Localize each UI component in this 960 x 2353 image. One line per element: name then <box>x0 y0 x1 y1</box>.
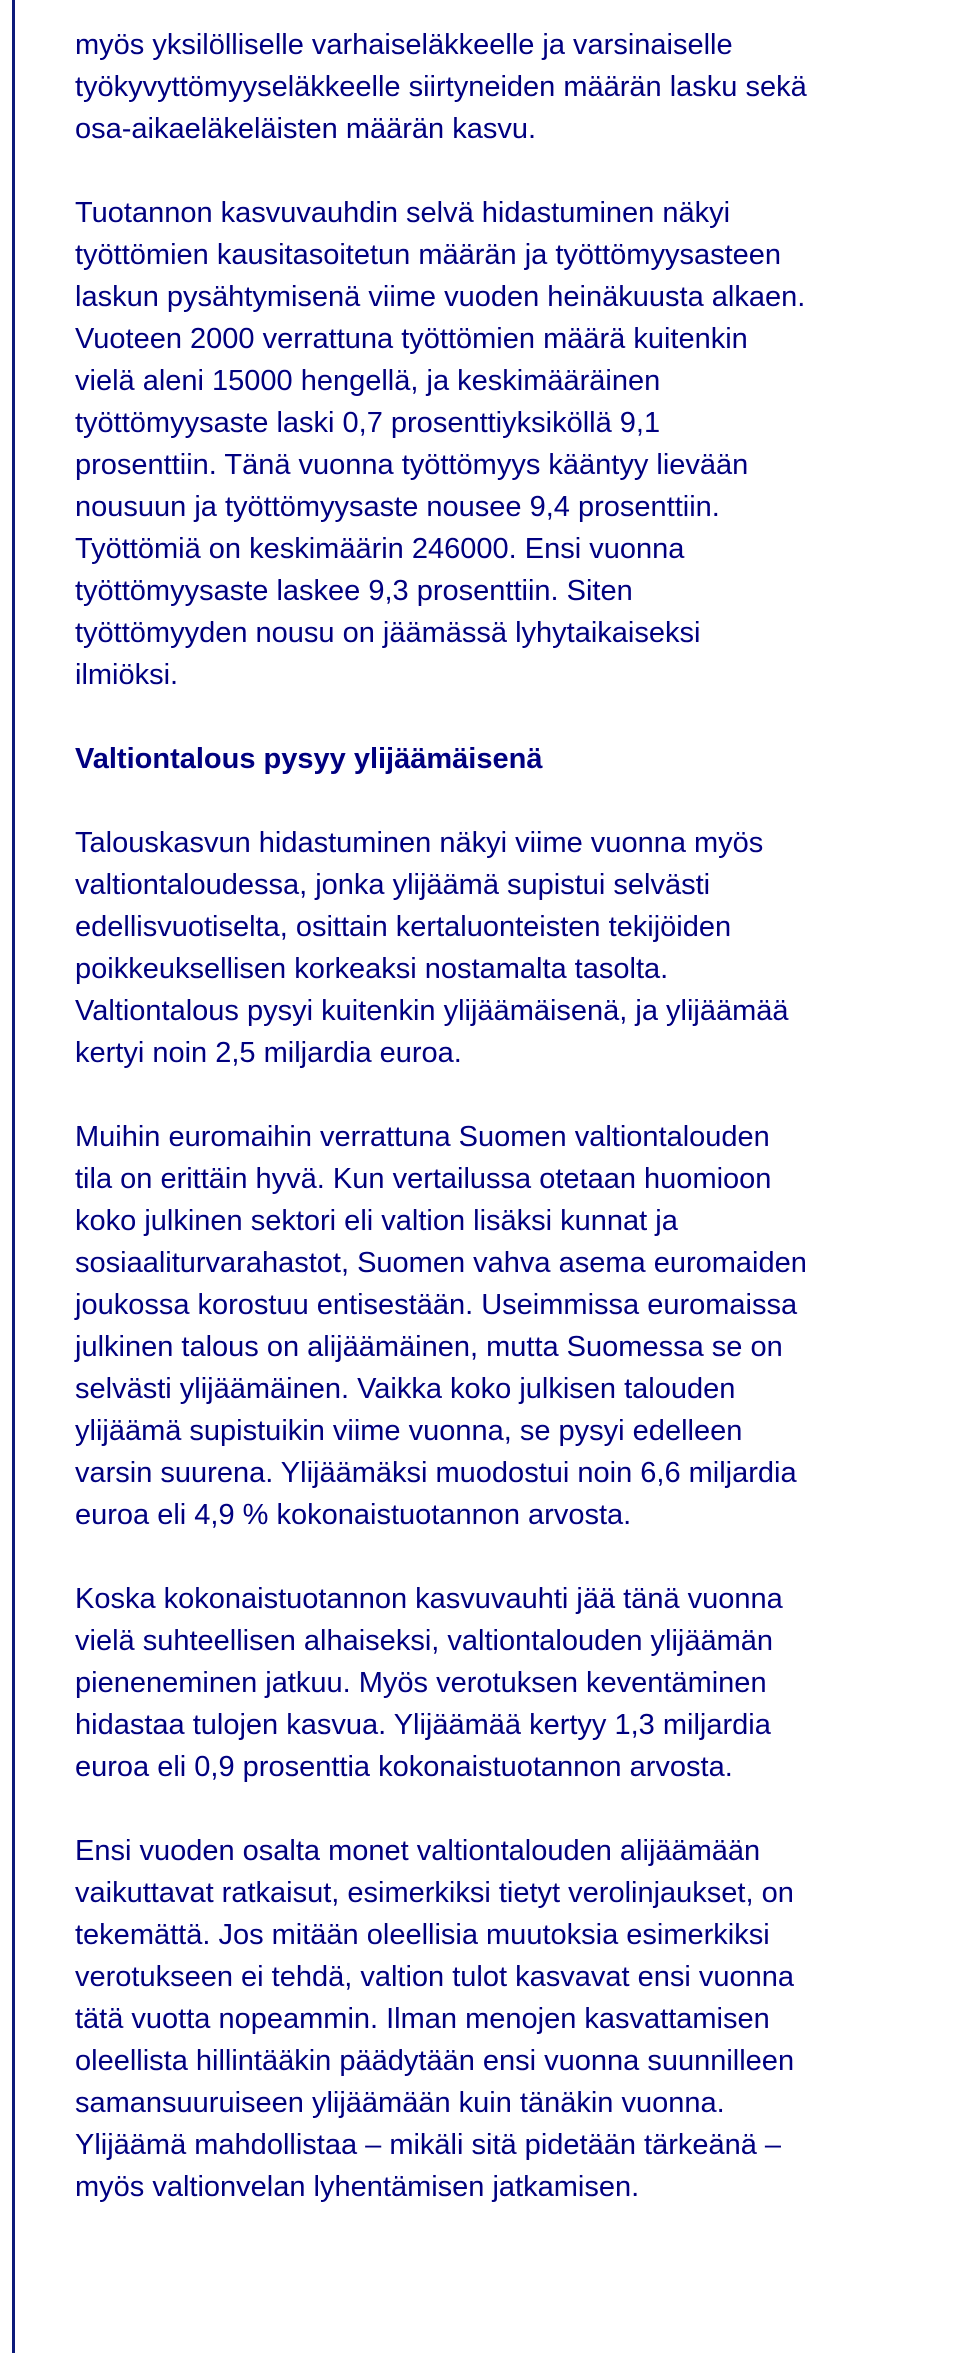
paragraph-unemployment: Tuotannon kasvuvauhdin selvä hidastuminen näkyi työttömien kausitasoitetun määrän ja työttömyysasteen laskun pysähtymisenä viime vuoden heinäkuusta alkaen. Vuoteen 2000 verrattuna työttömien määrä kuitenkin vielä aleni 15000 hengellä, ja keskimääräinen työttömyysaste laski 0,7 prosenttiyksiköllä 9,1 prosenttiin. Tänä vuonna työttömyys kääntyy lievään nousuun ja työttömyysaste nousee 9,4 prosenttiin. Työttömiä on keskimäärin 246000. Ensi vuonna työttömyysaste laskee 9,3 prosenttiin. Siten työttömyyden nousu on jäämässä lyhytaikaiseksi ilmiöksi. <box>75 197 806 691</box>
paragraph-next-year-outlook: Ensi vuoden osalta monet valtiontalouden alijäämään vaikuttavat ratkaisut, esimerkiksi tietyt verolinjaukset, on tekemättä. Jos mitään oleellisia muutoksia esimerkiksi verotukseen ei tehdä, valtion tulot kasvavat ensi vuonna tätä vuotta nopeammin. Ilman menojen kasvattamisen oleellista hillintääkin päädytään ensi vuonna suunnilleen samansuuruiseen ylijäämään kuin tänäkin vuonna. Ylijäämä mahdollistaa – mikäli sitä pidetään tärkeänä – myös valtionvelan lyhentämisen jatkamisen. <box>75 1835 795 2203</box>
document-body <box>75 24 955 2208</box>
paragraph-euro-comparison: Muihin euromaihin verrattuna Suomen valtiontalouden tila on erittäin hyvä. Kun vertailussa otetaan huomioon koko julkinen sektori eli valtion lisäksi kunnat ja sosiaaliturvarahastot, Suomen vahva asema euromaiden joukossa korostuu entisestään. Useimmissa euromaissa julkinen talous on alijäämäinen, mutta Suomessa se on selvästi ylijäämäinen. Vaikka koko julkisen talouden ylijäämä supistuikin viime vuonna, se pysyi edelleen varsin suurena. Ylijäämäksi muodostui noin 6,6 miljardia euroa eli 4,9 % kokonaistuotannon arvosta. <box>75 1121 807 1531</box>
paragraph-budget-surplus: Talouskasvun hidastuminen näkyi viime vuonna myös valtiontaloudessa, jonka ylijäämä supistui selvästi edellisvuotiselta, osittain kertaluonteisten tekijöiden poikkeuksellisen korkeaksi nostamalta tasolta. Valtiontalous pysyi kuitenkin ylijäämäisenä, ja ylijäämää kertyi noin 2,5 miljardia euroa. <box>75 827 789 1069</box>
section-heading: Valtiontalous pysyy ylijäämäisenä <box>75 743 543 775</box>
left-margin-rule <box>12 0 15 2353</box>
paragraph-this-year-outlook: Koska kokonaistuotannon kasvuvauhti jää tänä vuonna vielä suhteellisen alhaiseksi, valtiontalouden ylijäämän pieneneminen jatkuu. Myös verotuksen keventäminen hidastaa tulojen kasvua. Ylijäämää kertyy 1,3 miljardia euroa eli 0,9 prosenttia kokonaistuotannon arvosta. <box>75 1583 783 1783</box>
paragraph-retirement: myös yksilölliselle varhaiseläkkeelle ja varsinaiselle työkyvyttömyyseläkkeelle siirtyneiden määrän lasku sekä osa-aikaeläkeläisten määrän kasvu. <box>75 29 807 145</box>
